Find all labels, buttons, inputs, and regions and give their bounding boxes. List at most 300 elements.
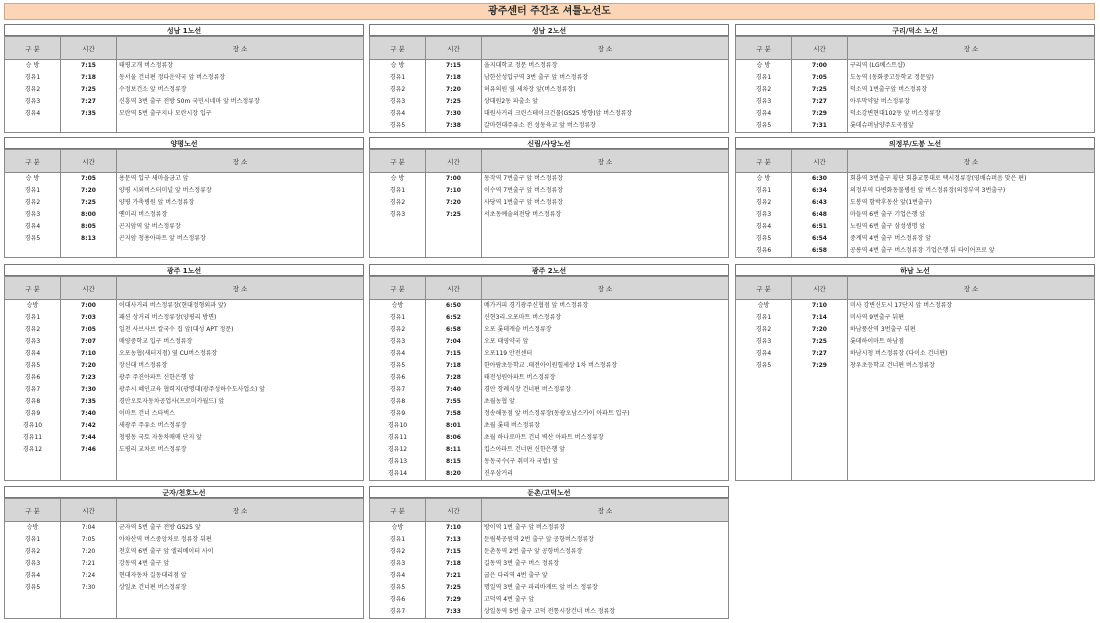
stop-time: 7:03 <box>61 312 117 324</box>
stop-time: 7:13 <box>426 534 482 546</box>
stop-label: 경유5 <box>736 233 792 245</box>
table-row <box>736 233 1095 245</box>
stop-time: 7:28 <box>426 372 482 384</box>
stop-time <box>426 245 482 258</box>
table-row <box>5 522 364 535</box>
stop-label <box>736 372 792 384</box>
table-row <box>5 456 364 468</box>
route-panel <box>735 24 1095 133</box>
column-header: 구 분 <box>370 499 426 522</box>
table-row <box>370 546 729 558</box>
stop-time: 6:30 <box>792 173 848 186</box>
stop-time: 7:27 <box>61 96 117 108</box>
stop-time: 6:48 <box>792 209 848 221</box>
route-table <box>369 276 729 481</box>
table-row <box>736 456 1095 468</box>
stop-time: 8:15 <box>426 456 482 468</box>
stop-label: 승 방 <box>736 60 792 73</box>
column-header: 장 소 <box>482 37 729 60</box>
stop-time <box>61 456 117 468</box>
column-header: 구 분 <box>736 150 792 173</box>
stop-location: 천호역 6번 출구 앞 엘리베이터 사이 <box>117 546 364 558</box>
table-row <box>5 185 364 197</box>
stop-location <box>117 456 364 468</box>
table-row <box>370 360 729 372</box>
stop-location <box>117 468 364 481</box>
stop-location: 군자역 5번 출구 전방 GS25 앞 <box>117 522 364 535</box>
column-header: 구 분 <box>5 37 61 60</box>
stop-label <box>5 245 61 258</box>
table-row <box>736 60 1095 73</box>
table-row <box>5 606 364 619</box>
stop-label: 경유8 <box>5 396 61 408</box>
stop-label: 경유4 <box>370 570 426 582</box>
column-header: 시간 <box>61 499 117 522</box>
route-table <box>735 36 1095 133</box>
stop-label <box>370 245 426 258</box>
table-row <box>736 444 1095 456</box>
stop-location: 곤지암역 앞 버스정류장 <box>117 221 364 233</box>
stop-label: 경유4 <box>5 570 61 582</box>
stop-time: 7:18 <box>426 360 482 372</box>
route-title: 광주 1노선 <box>4 264 364 276</box>
stop-time: 7:25 <box>426 582 482 594</box>
stop-label: 경유6 <box>5 372 61 384</box>
stop-location: 도농역 (동화중고등학교 정문앞) <box>848 72 1095 84</box>
stop-label: 경유5 <box>5 360 61 372</box>
table-row <box>5 570 364 582</box>
stop-location: 용문역 입구 새마을금고 앞 <box>117 173 364 186</box>
stop-location: 아루막약앞 버스정류장 <box>848 96 1095 108</box>
stop-location: 이수역 7번출구 앞 버스정류장 <box>482 185 729 197</box>
stop-location: 롯데슈퍼남양주도곡점앞 <box>848 120 1095 133</box>
route-panel <box>369 264 729 481</box>
stop-label: 경유6 <box>370 594 426 606</box>
table-row <box>736 185 1095 197</box>
stop-label: 경유2 <box>370 84 426 96</box>
stop-location: 둔림북공원역 2번 출구 앞 공항버스정류장 <box>482 534 729 546</box>
table-row <box>5 245 364 258</box>
stop-time: 7:04 <box>426 336 482 348</box>
route-table <box>4 149 364 258</box>
stop-location <box>848 420 1095 432</box>
stop-time: 7:29 <box>792 108 848 120</box>
column-header: 장 소 <box>848 277 1095 300</box>
stop-location: 갈마현대주유소 전 성동육교 앞 버스정류장 <box>482 120 729 133</box>
stop-time: 6:52 <box>426 312 482 324</box>
stop-time: 8:20 <box>426 468 482 481</box>
stop-time <box>426 233 482 245</box>
stop-label: 승 방 <box>5 173 61 186</box>
table-row <box>5 372 364 384</box>
stop-location: 롯데하이마트 하남점 <box>848 336 1095 348</box>
table-row <box>736 408 1095 420</box>
stop-label: 경유3 <box>736 209 792 221</box>
table-row <box>5 197 364 209</box>
stop-time: 7:35 <box>61 396 117 408</box>
stop-location: 옌미리 버스정류장 <box>117 209 364 221</box>
stop-label: 경유4 <box>370 108 426 120</box>
table-row <box>5 96 364 108</box>
column-header: 시간 <box>792 277 848 300</box>
stop-time: 7:44 <box>61 432 117 444</box>
stop-location: 태전성원아파트 버스정류장 <box>482 372 729 384</box>
stop-location: 남한산성입구역 3번 출구 앞 버스정류장 <box>482 72 729 84</box>
stop-time: 6:51 <box>792 221 848 233</box>
stop-time: 7:38 <box>426 120 482 133</box>
stop-label: 경유6 <box>736 245 792 258</box>
column-header: 장 소 <box>848 150 1095 173</box>
table-row <box>5 336 364 348</box>
stop-label: 승방 <box>5 300 61 313</box>
stop-label: 경유4 <box>370 348 426 360</box>
stop-time: 7:46 <box>61 444 117 456</box>
table-row <box>5 468 364 481</box>
stop-location: 동작역 7번출구 앞 버스정류장 <box>482 173 729 186</box>
stop-time <box>792 384 848 396</box>
stop-time: 7:58 <box>426 408 482 420</box>
column-header: 시간 <box>61 150 117 173</box>
stop-location: 오포 태영약국 앞 <box>482 336 729 348</box>
table-row <box>370 245 729 258</box>
table-row <box>370 336 729 348</box>
column-header: 시간 <box>792 150 848 173</box>
stop-time: 7:20 <box>792 324 848 336</box>
stop-label <box>736 408 792 420</box>
stop-time: 7:30 <box>61 582 117 594</box>
stop-location: 정송해동점 앞 버스정류장(동광오남스카이 아파트 입구) <box>482 408 729 420</box>
stop-label: 경유2 <box>370 324 426 336</box>
table-row <box>5 384 364 396</box>
stop-location: 한아람초등학교 .태전아이원힐세상 1차 버스정류장 <box>482 360 729 372</box>
stop-location: 하남시청 버스정류장 (다이소 건너편) <box>848 348 1095 360</box>
stop-label: 경유3 <box>370 96 426 108</box>
stop-label <box>736 444 792 456</box>
stop-location: 고덕역 4번 출구 앞 <box>482 594 729 606</box>
stop-label: 경유3 <box>736 96 792 108</box>
column-header: 구 분 <box>736 277 792 300</box>
stop-location: 둔촌동역 2번 출구 앞 공항버스정류장 <box>482 546 729 558</box>
table-row <box>370 221 729 233</box>
stop-time: 8:06 <box>426 432 482 444</box>
stop-label: 경유3 <box>5 96 61 108</box>
stop-location <box>117 606 364 619</box>
stop-time: 7:23 <box>61 372 117 384</box>
stop-label: 경유2 <box>5 546 61 558</box>
table-row <box>736 84 1095 96</box>
table-row <box>370 72 729 84</box>
stop-time: 8:05 <box>61 221 117 233</box>
route-title: 광주 2노선 <box>369 264 729 276</box>
table-row <box>5 221 364 233</box>
stop-time: 7:20 <box>426 84 482 96</box>
stop-label: 경유7 <box>5 384 61 396</box>
column-header: 장 소 <box>482 499 729 522</box>
stop-label: 경유1 <box>736 72 792 84</box>
stop-time: 7:14 <box>792 312 848 324</box>
stop-location: 상대원2동 파출소 앞 <box>482 96 729 108</box>
stop-time <box>792 444 848 456</box>
page-title: 광주센터 주간조 셔틀노선도 <box>4 3 1095 20</box>
table-row <box>736 173 1095 186</box>
stop-location: 태평고개 버스정류장 <box>117 60 364 73</box>
route-panel <box>4 486 364 619</box>
stop-location: 대원사거리 크린스테이크건물(GS25 방향)앞 버스정류장 <box>482 108 729 120</box>
stop-location: 매양중학교 입구 버스정류장 <box>117 336 364 348</box>
stop-time: 7:25 <box>792 84 848 96</box>
stop-time: 7:30 <box>426 108 482 120</box>
route-title: 구리/덕소 노선 <box>735 24 1095 36</box>
stop-time: 6:43 <box>792 197 848 209</box>
stop-label: 경유7 <box>370 384 426 396</box>
stop-time: 7:10 <box>61 348 117 360</box>
route-title: 양평노선 <box>4 137 364 149</box>
stop-time: 7:00 <box>61 300 117 313</box>
stop-time: 7:04 <box>61 522 117 535</box>
stop-time: 7:10 <box>426 185 482 197</box>
stop-time: 7:05 <box>61 534 117 546</box>
column-header: 장 소 <box>117 277 364 300</box>
stop-time: 7:20 <box>426 197 482 209</box>
stop-label: 경유4 <box>736 348 792 360</box>
route-table <box>735 149 1095 258</box>
stop-time <box>792 396 848 408</box>
table-row <box>736 336 1095 348</box>
table-row <box>370 432 729 444</box>
stop-label: 경유9 <box>370 408 426 420</box>
stop-time: 7:25 <box>61 84 117 96</box>
stop-time: 7:25 <box>426 96 482 108</box>
stop-time: 8:13 <box>61 233 117 245</box>
stop-location <box>117 594 364 606</box>
table-row <box>370 468 729 481</box>
route-panel <box>369 24 729 133</box>
stop-time <box>61 468 117 481</box>
stop-label: 경유1 <box>370 534 426 546</box>
stop-time: 8:00 <box>61 209 117 221</box>
route-panel <box>369 486 729 619</box>
stop-label: 경유4 <box>736 108 792 120</box>
route-table <box>369 36 729 133</box>
column-header: 시간 <box>426 37 482 60</box>
stop-label: 경유1 <box>370 312 426 324</box>
stop-label: 경유11 <box>370 432 426 444</box>
stop-label <box>736 468 792 481</box>
stop-location: 굽은 다리역 4번 출구 앞 <box>482 570 729 582</box>
stop-label: 경유2 <box>736 197 792 209</box>
column-header: 시간 <box>61 277 117 300</box>
column-header: 장 소 <box>117 37 364 60</box>
stop-location <box>848 384 1095 396</box>
table-row <box>5 444 364 456</box>
stop-label: 경유5 <box>736 360 792 372</box>
route-panel <box>4 137 364 258</box>
table-row <box>5 233 364 245</box>
stop-label: 승방 <box>5 522 61 535</box>
table-row <box>370 396 729 408</box>
stop-location: 미사 강변신도시 17단지 앞 버스정류장 <box>848 300 1095 313</box>
table-row <box>370 312 729 324</box>
stop-label: 경유9 <box>5 408 61 420</box>
stop-label: 경유5 <box>370 120 426 133</box>
stop-location <box>482 221 729 233</box>
column-header: 시간 <box>792 37 848 60</box>
table-row <box>370 108 729 120</box>
table-row <box>736 300 1095 313</box>
table-row <box>736 348 1095 360</box>
table-row <box>736 324 1095 336</box>
stop-time: 7:31 <box>792 120 848 133</box>
stop-label <box>5 456 61 468</box>
stop-time: 7:24 <box>61 570 117 582</box>
table-row <box>5 120 364 133</box>
stop-label: 경유2 <box>5 84 61 96</box>
stop-label: 경유4 <box>736 221 792 233</box>
stop-time <box>61 245 117 258</box>
column-header: 구 분 <box>5 150 61 173</box>
stop-location <box>848 396 1095 408</box>
stop-location: 상일동역 5번 출구 고덕 전통시장건너 버스 정류장 <box>482 606 729 619</box>
stop-label: 경유5 <box>370 360 426 372</box>
stop-time <box>792 372 848 384</box>
table-row <box>5 300 364 313</box>
stop-location: 아차산역 버스중앙차로 정류장 뒤편 <box>117 534 364 546</box>
stop-time: 7:05 <box>61 324 117 336</box>
stop-label: 경유14 <box>370 468 426 481</box>
stop-time <box>792 408 848 420</box>
stop-label: 승방 <box>370 522 426 535</box>
table-row <box>5 534 364 546</box>
stop-label: 승방 <box>370 300 426 313</box>
stop-label: 경유8 <box>370 396 426 408</box>
stop-label: 경유3 <box>5 558 61 570</box>
table-row <box>5 348 364 360</box>
stop-time: 7:25 <box>426 209 482 221</box>
stop-label: 경유12 <box>370 444 426 456</box>
stop-location: 동서울 건너편 정다운약국 앞 버스정류장 <box>117 72 364 84</box>
column-header: 장 소 <box>848 37 1095 60</box>
stop-location: 광주시 혜인교육 협력지(광명대(광주성하수도사업소) 앞 <box>117 384 364 396</box>
stop-time: 7:25 <box>792 336 848 348</box>
stop-time <box>61 120 117 133</box>
route-title: 군자/천호노선 <box>4 486 364 498</box>
stop-time: 6:34 <box>792 185 848 197</box>
table-row <box>370 209 729 221</box>
stop-label: 경유12 <box>5 444 61 456</box>
stop-location: 미사역 9번출구 뒤편 <box>848 312 1095 324</box>
stop-label: 승방 <box>736 300 792 313</box>
table-row <box>370 408 729 420</box>
table-row <box>370 522 729 535</box>
table-row <box>370 324 729 336</box>
stop-location: 새광주 주유소 버스정류장 <box>117 420 364 432</box>
stop-location: 광주 주진아파트 신한은행 앞 <box>117 372 364 384</box>
column-header: 시간 <box>426 277 482 300</box>
stop-label: 경유1 <box>5 72 61 84</box>
table-row <box>370 456 729 468</box>
table-row <box>736 372 1095 384</box>
stop-label <box>736 420 792 432</box>
stop-time: 7:18 <box>426 558 482 570</box>
stop-location: 신흥역 3번 출구 전방 50m 국민시네마 앞 버스정류장 <box>117 96 364 108</box>
table-row <box>370 197 729 209</box>
stop-location: 동동국수(구 취미자 국밥) 앞 <box>482 456 729 468</box>
table-row <box>370 534 729 546</box>
stop-time: 7:15 <box>426 60 482 73</box>
stop-label: 경유5 <box>370 582 426 594</box>
route-panel <box>735 264 1095 481</box>
stop-time <box>426 221 482 233</box>
stop-location <box>848 432 1095 444</box>
table-row <box>370 120 729 133</box>
stop-time: 6:54 <box>792 233 848 245</box>
route-panel <box>4 24 364 133</box>
stop-time: 7:18 <box>426 72 482 84</box>
stop-location: 킵스아파트 건너편 신한은행 앞 <box>482 444 729 456</box>
stop-time <box>792 420 848 432</box>
table-row <box>370 348 729 360</box>
stop-time: 7:20 <box>61 360 117 372</box>
stop-time: 7:20 <box>61 546 117 558</box>
table-row <box>370 384 729 396</box>
stop-location <box>117 245 364 258</box>
stop-label: 경유3 <box>370 336 426 348</box>
table-row <box>370 96 729 108</box>
stop-label: 경유2 <box>736 324 792 336</box>
column-header: 장 소 <box>482 150 729 173</box>
stop-label: 승 방 <box>736 173 792 186</box>
stop-label <box>370 221 426 233</box>
table-row <box>370 420 729 432</box>
stop-time: 7:21 <box>61 558 117 570</box>
stop-time: 7:21 <box>426 570 482 582</box>
stop-label: 경유1 <box>736 185 792 197</box>
stop-location: 도봉역 함박후동산 앞(1번출구) <box>848 197 1095 209</box>
stop-label <box>736 432 792 444</box>
stop-location: 이대사거리 버스정류장(현대정형외과 앞) <box>117 300 364 313</box>
table-row <box>5 582 364 594</box>
stop-location: 오포119 안전센터 <box>482 348 729 360</box>
stop-label <box>5 120 61 133</box>
stop-label <box>5 594 61 606</box>
route-panel <box>735 137 1095 258</box>
stop-label: 경유11 <box>5 432 61 444</box>
table-row <box>370 570 729 582</box>
stop-location: 을지대학교 정문 버스정류장 <box>482 60 729 73</box>
table-row <box>5 108 364 120</box>
table-row <box>5 209 364 221</box>
table-row <box>5 312 364 324</box>
stop-location: 초월농협 앞 <box>482 396 729 408</box>
route-panel <box>369 137 729 258</box>
stop-label: 경유2 <box>5 197 61 209</box>
stop-location: 허유의원 옆 세차장 앞(버스정류장) <box>482 84 729 96</box>
stop-location: 진우삼거리 <box>482 468 729 481</box>
route-title: 의정부/도봉 노선 <box>735 137 1095 149</box>
table-row <box>370 185 729 197</box>
stop-location: 방이역 1번 출구 앞 버스정류장 <box>482 522 729 535</box>
stop-time: 7:55 <box>426 396 482 408</box>
stop-label <box>736 384 792 396</box>
stop-time <box>61 606 117 619</box>
stop-location: 도평리 교차로 버스정류장 <box>117 444 364 456</box>
stop-location <box>848 408 1095 420</box>
table-row <box>370 300 729 313</box>
column-header: 시간 <box>61 37 117 60</box>
stop-location: 회룡역 3번출구 횡단 회룡교통대로 택시정류장(영배슈퍼음 맞은 편) <box>848 173 1095 186</box>
stop-label: 승 방 <box>370 60 426 73</box>
column-header: 구 분 <box>736 37 792 60</box>
